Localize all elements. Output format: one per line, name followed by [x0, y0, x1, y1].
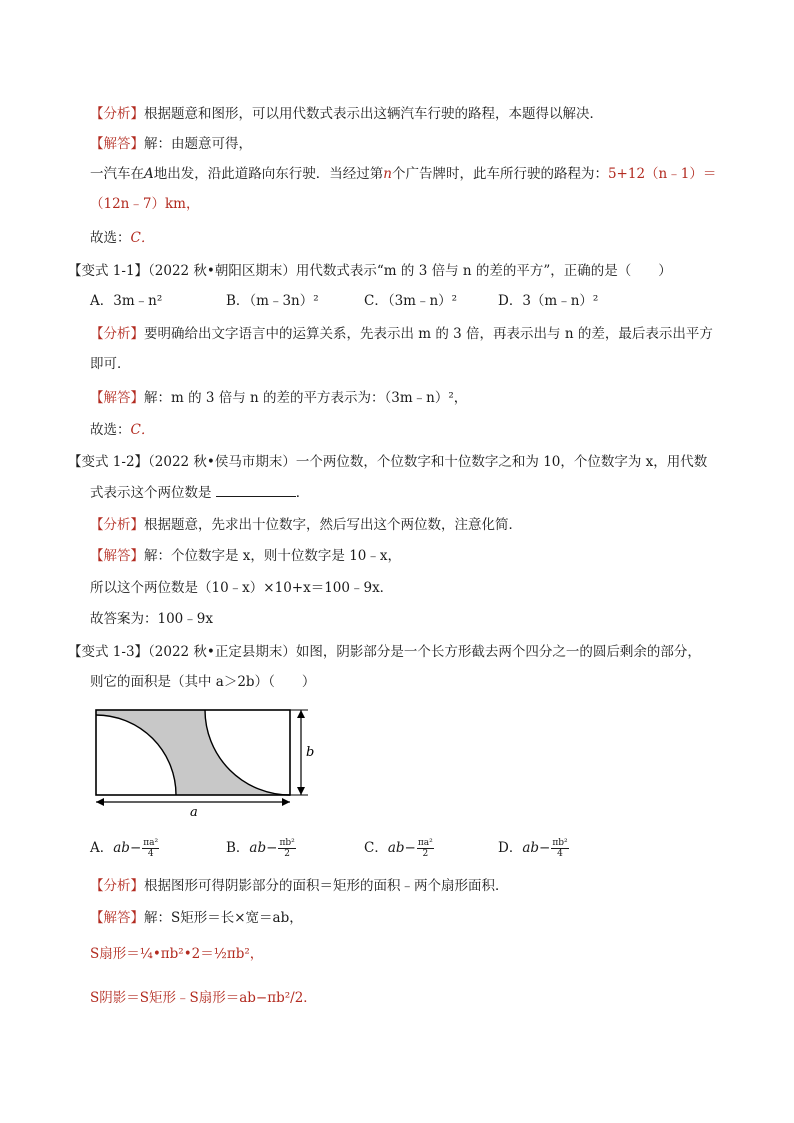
solution-line-2: （12n﹣7）km，	[90, 196, 200, 212]
option-b[interactable]: B．ab− $\frac{\text{πb²}}{2}$	[226, 838, 295, 859]
option-a[interactable]: A．ab− $\frac{\text{πa²}}{4}$	[90, 838, 159, 859]
option-d[interactable]: D．ab− $\frac{\text{πb²}}{4}$	[498, 838, 568, 859]
option-a[interactable]: A．3m﹣n²	[90, 293, 163, 309]
question-1-3-stem: 【变式 1-3】（2022 秋•正定县期末）如图，阴影部分是一个长方形截去两个四分之一的圆后剩余的部分，	[68, 644, 701, 660]
shaded-rectangle-figure	[88, 700, 328, 820]
option-c[interactable]: C．（3m﹣n）²	[364, 293, 458, 309]
option-c[interactable]: C．ab− $\frac{\text{πa²}}{2}$	[364, 838, 433, 859]
analysis-line: 【分析】根据题意和图形，可以用代数式表示出这辆汽车行驶的路程，本题得以解决．	[90, 106, 603, 122]
answer-blank[interactable]	[216, 482, 296, 497]
analysis-line-cont: 即可．	[90, 356, 131, 372]
solution-line-1: 一汽车在A地出发，沿此道路向东行驶．当经过第n个广告牌时，此车所行驶的路程为：5+12（n﹣1）＝	[90, 166, 717, 182]
answer-line: 【解答】解：m 的 3 倍与 n 的差的平方表示为：（3m﹣n）²，	[90, 390, 468, 406]
option-b[interactable]: B．（m﹣3n）²	[226, 293, 319, 309]
answer-line-3: 故答案为：100﹣9x	[90, 611, 213, 627]
analysis-line: 【分析】要明确给出文字语言中的运算关系，先表示出 m 的 3 倍，再表示出与 n 的差，最后表示出平方	[90, 326, 713, 342]
question-1-3-stem-cont: 则它的面积是（其中 a＞2b）（ ）	[90, 674, 316, 690]
label-b: b	[306, 745, 315, 760]
analysis-line: 【分析】根据图形可得阴影部分的面积＝矩形的面积﹣两个扇形面积．	[90, 878, 509, 894]
answer-line-2: S扇形＝¼•πb²•2＝½πb²，	[90, 946, 264, 962]
answer-line: 【解答】解：个位数字是 x，则十位数字是 10﹣x，	[90, 548, 401, 564]
question-1-2-stem: 【变式 1-2】（2022 秋•侯马市期末）一个两位数，个位数字和十位数字之和为 10，个位数字为 x，用代数	[68, 454, 708, 470]
answer-line: 【解答】解：S矩形＝长×宽＝ab，	[90, 910, 303, 926]
label-a: a	[190, 805, 198, 820]
analysis-line: 【分析】根据题意，先求出十位数字，然后写出这个两位数，注意化简．	[90, 517, 522, 533]
answer-line-2: 所以这个两位数是（10﹣x）×10+x＝100﹣9x．	[90, 580, 394, 596]
answer-line: 【解答】解：由题意可得，	[90, 136, 252, 152]
question-1-2-stem-cont: 式表示这个两位数是 ．	[90, 482, 309, 503]
question-1-1-stem: 【变式 1-1】（2022 秋•朝阳区期末）用代数式表示“m 的 3 倍与 n 的差的平方”，正确的是（ ）	[68, 263, 672, 279]
shaded-region	[96, 710, 290, 795]
choose-line: 故选：C．	[90, 230, 155, 246]
option-d[interactable]: D．3（m﹣n）²	[498, 293, 599, 309]
answer-line-3: S阴影＝S矩形﹣S扇形＝ab−πb²/2．	[90, 990, 317, 1006]
choose-line: 故选：C．	[90, 422, 155, 438]
